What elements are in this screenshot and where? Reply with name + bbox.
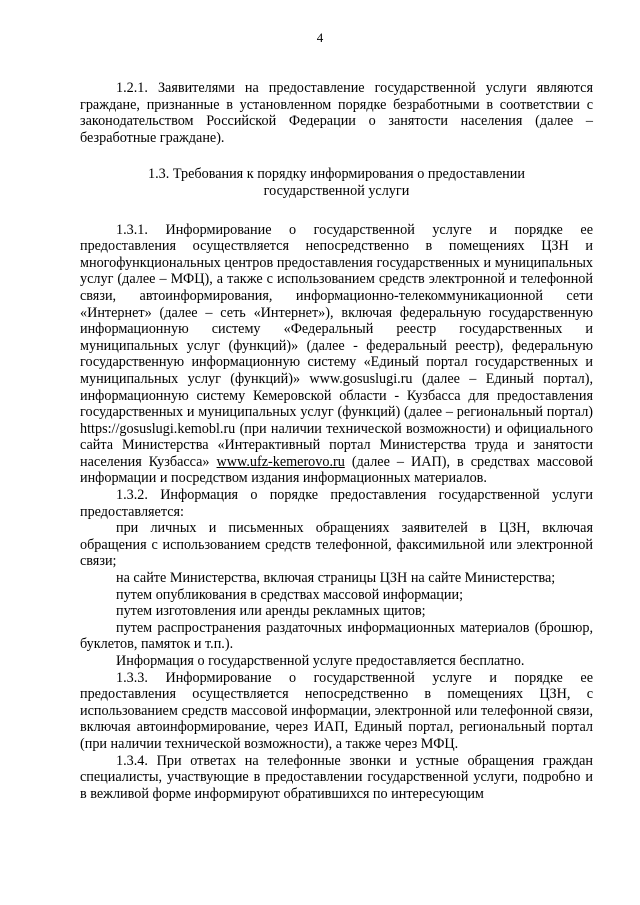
list-item-personal-requests: при личных и письменных обращениях заявителей в ЦЗН, включая обращения с использованием средств телефонной, факсимильной или электронной связи; bbox=[80, 520, 593, 570]
list-item-mass-media: путем опубликования в средствах массовой информации; bbox=[116, 586, 464, 603]
paragraph-free-info: Информация о государственной услуге предоставляется бесплатно. bbox=[116, 653, 525, 669]
paragraph-1-3-2: 1.3.2. Информация о порядке предоставления государственной услуги предоставляется: bbox=[80, 487, 593, 520]
ufz-kemerovo-link[interactable]: www.ufz-kemerovo.ru bbox=[216, 453, 345, 470]
paragraph-1-3-4: 1.3.4. При ответах на телефонные звонки и устные обращения граждан специалисты, участвующие в предоставлении государственной услуги, подробно и в вежливой форме информируют обратившихся по интересующим bbox=[80, 752, 593, 802]
section-heading-1-3: 1.3. Требования к порядку информирования о предоставлении государственной услуги bbox=[148, 166, 525, 199]
page-number: 4 bbox=[316, 30, 324, 45]
list-item-billboards: путем изготовления или аренды рекламных щитов; bbox=[116, 603, 426, 620]
paragraph-1-3-1-text-a: 1.3.1. Информирование о государственной услуге и порядке ее предоставления осуществляется непосредственно в помещениях ЦЗН и многофункциональных центров предоставления государственных и муниципальных услуг (далее – МФЦ), а также с использованием средств электронной и телефонной связи, автоинформирования, информационно-телекоммуникационной сети «Интернет» (далее – сеть «Интернет»), включая федеральную государственную информационную систему «Федеральный реестр государственных и муниципальных услуг (функций)» (далее - федеральный реестр), федеральную государственную информационную систему «Единый портал государственных и муниципальных услуг (функций)» www.gosuslugi.ru (далее – Единый портал), информационную систему Кемеровской области - Кузбасса для предоставления государственных и муниципальных услуг (функций) (далее – региональный портал) https://gosuslugi.kemobl.ru (при наличии технической возможности) и официального сайта Министерства «Интерактивный портал Министерства труда и занятости населения Кузбасса» bbox=[80, 221, 593, 470]
list-item-handouts: путем распространения раздаточных информационных материалов (брошюр, буклетов, памяток и т.п.). bbox=[80, 619, 593, 653]
paragraph-1-3-3: 1.3.3. Информирование о государственной услуге и порядке ее предоставления осуществляется непосредственно в помещениях ЦЗН, с использованием средств массовой информации, электронной или телефонной связи, включая автоинформирование, через ИАП, Единый портал, региональный портал (при наличии технической возможности), а также через МФЦ. bbox=[80, 669, 593, 752]
paragraph-1-3-1-text-b: (далее – ИАП), в средствах массовой информации и посредством издания информационных материалов. bbox=[80, 453, 593, 487]
paragraph-1-3-1 bbox=[80, 222, 593, 488]
document-body bbox=[80, 80, 593, 802]
list-item-ministry-site: на сайте Министерства, включая страницы ЦЗН на сайте Министерства; bbox=[116, 570, 556, 587]
paragraph-1-2-1: 1.2.1. Заявителями на предоставление государственной услуги являются граждане, признанные в установленном порядке безработными в соответствии с законодательством Российской Федерации о занятости населения (далее – безработные граждане). bbox=[80, 80, 593, 146]
